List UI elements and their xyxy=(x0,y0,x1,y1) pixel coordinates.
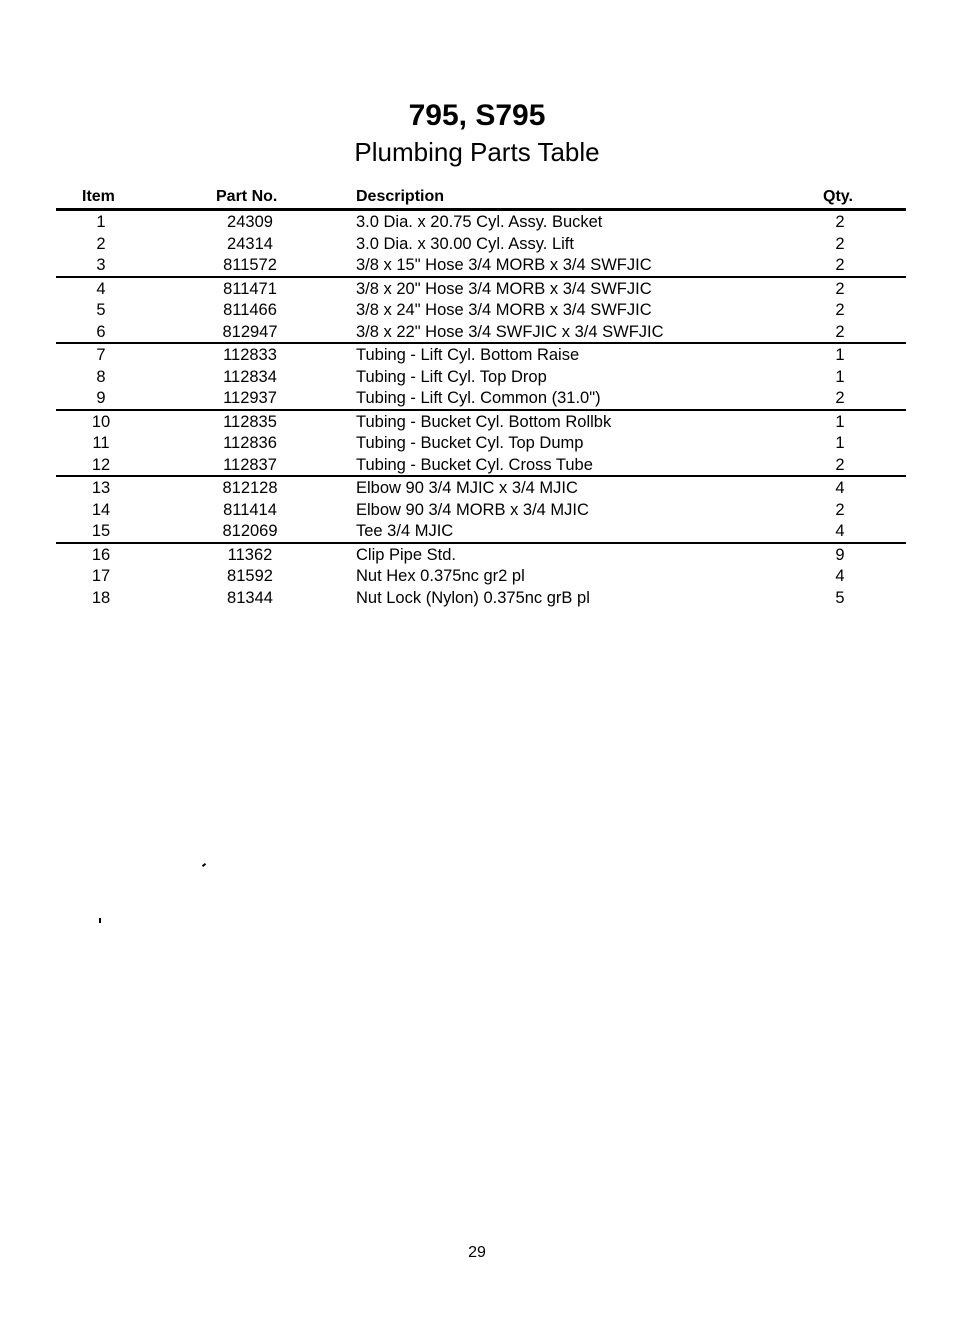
description-cell: 3/8 x 24" Hose 3/4 MORB x 3/4 SWFJIC xyxy=(356,301,652,319)
item-cell: 9 xyxy=(96,389,106,407)
table-row xyxy=(56,454,906,478)
description-cell: Tubing - Lift Cyl. Common (31.0") xyxy=(356,389,601,407)
table-row xyxy=(56,499,906,521)
part-no-cell: 811572 xyxy=(223,256,277,274)
table-row xyxy=(56,211,906,233)
header-item: Item xyxy=(82,188,115,205)
item-cell: 11 xyxy=(92,434,110,452)
table-row xyxy=(56,366,906,388)
part-no-cell: 811414 xyxy=(223,500,277,519)
description-cell: Nut Lock (Nylon) 0.375nc grB pl xyxy=(356,588,590,607)
table-row xyxy=(56,344,906,366)
item-cell: 8 xyxy=(96,367,106,386)
table-row xyxy=(56,321,906,345)
qty-cell: 2 xyxy=(835,234,845,253)
description-cell: 3.0 Dia. x 30.00 Cyl. Assy. Lift xyxy=(356,234,574,253)
table-row xyxy=(56,587,906,609)
part-no-cell: 112837 xyxy=(223,455,277,474)
item-cell: 14 xyxy=(91,500,111,519)
qty-cell: 1 xyxy=(835,346,845,364)
part-no-cell: 112835 xyxy=(223,412,277,431)
qty-cell: 2 xyxy=(835,455,845,474)
qty-cell: 5 xyxy=(835,588,845,607)
description-cell: Tubing - Bucket Cyl. Cross Tube xyxy=(356,455,593,474)
item-cell: 4 xyxy=(96,279,106,298)
part-no-cell: 81592 xyxy=(227,567,273,585)
qty-cell: 1 xyxy=(835,367,845,386)
table-row xyxy=(56,254,906,278)
table-row xyxy=(56,233,906,255)
description-cell: Elbow 90 3/4 MJIC x 3/4 MJIC xyxy=(356,479,578,497)
part-no-cell: 112834 xyxy=(223,367,277,386)
description-cell: Clip Pipe Std. xyxy=(356,545,456,564)
description-cell: 3/8 x 15" Hose 3/4 MORB x 3/4 SWFJIC xyxy=(356,256,652,274)
description-cell: Tubing - Lift Cyl. Bottom Raise xyxy=(356,346,580,364)
description-cell: Elbow 90 3/4 MORB x 3/4 MJIC xyxy=(356,500,589,519)
qty-cell: 2 xyxy=(835,256,845,274)
page-number: 29 xyxy=(468,1244,486,1261)
part-no-cell: 812069 xyxy=(222,522,278,540)
item-cell: 15 xyxy=(91,522,111,540)
table-row xyxy=(56,387,906,411)
qty-cell: 4 xyxy=(835,522,845,540)
qty-cell: 1 xyxy=(835,412,845,431)
description-cell: Tubing - Bucket Cyl. Top Dump xyxy=(356,434,584,452)
description-cell: Tee 3/4 MJIC xyxy=(356,522,454,540)
item-cell: 16 xyxy=(91,545,111,564)
qty-cell: 2 xyxy=(835,279,845,298)
table-row xyxy=(56,278,906,300)
table-row xyxy=(56,477,906,499)
item-cell: 2 xyxy=(96,234,106,253)
description-cell: Nut Hex 0.375nc gr2 pl xyxy=(356,567,525,585)
item-cell: 17 xyxy=(91,567,111,585)
parts-table xyxy=(56,184,906,608)
table-body xyxy=(56,211,906,608)
part-no-cell: 812128 xyxy=(222,479,278,497)
part-no-cell: 812947 xyxy=(222,322,278,341)
table-row xyxy=(56,520,906,544)
qty-cell: 1 xyxy=(835,434,845,452)
qty-cell: 2 xyxy=(835,500,845,519)
item-cell: 7 xyxy=(96,346,106,364)
item-cell: 3 xyxy=(96,256,106,274)
item-cell: 6 xyxy=(96,322,106,341)
table-row xyxy=(56,411,906,433)
qty-cell: 2 xyxy=(835,301,845,319)
header-part-no: Part No. xyxy=(216,188,278,205)
description-cell: Tubing - Lift Cyl. Top Drop xyxy=(356,367,547,386)
page-subtitle: Plumbing Parts Table xyxy=(354,137,600,167)
qty-cell: 9 xyxy=(835,545,845,564)
item-cell: 5 xyxy=(96,301,106,319)
description-cell: 3/8 x 22" Hose 3/4 SWFJIC x 3/4 SWFJIC xyxy=(356,322,664,341)
part-no-cell: 811466 xyxy=(223,301,277,319)
qty-cell: 2 xyxy=(835,322,845,341)
qty-cell: 2 xyxy=(835,213,845,231)
item-cell: 1 xyxy=(96,213,106,231)
description-cell: Tubing - Bucket Cyl. Bottom Rollbk xyxy=(356,412,612,431)
part-no-cell: 24314 xyxy=(227,234,273,253)
part-no-cell: 24309 xyxy=(227,213,273,231)
item-cell: 13 xyxy=(91,479,111,497)
page-title: 795, S795 xyxy=(408,99,546,132)
qty-cell: 2 xyxy=(835,389,845,407)
part-no-cell: 112833 xyxy=(223,346,277,364)
table-row xyxy=(56,544,906,566)
part-no-cell: 81344 xyxy=(227,588,273,607)
part-no-cell: 112937 xyxy=(223,389,277,407)
scan-speck xyxy=(202,863,206,867)
qty-cell: 4 xyxy=(835,567,845,585)
table-row xyxy=(56,432,906,454)
description-cell: 3/8 x 20" Hose 3/4 MORB x 3/4 SWFJIC xyxy=(356,279,652,298)
part-no-cell: 11362 xyxy=(227,545,273,564)
table-row xyxy=(56,299,906,321)
scan-speck xyxy=(99,918,101,923)
table-row xyxy=(56,565,906,587)
table-header xyxy=(56,184,906,211)
item-cell: 18 xyxy=(91,588,111,607)
header-description: Description xyxy=(356,188,445,205)
header-qty: Qty. xyxy=(823,188,853,205)
item-cell: 12 xyxy=(91,455,111,474)
qty-cell: 4 xyxy=(835,479,845,497)
item-cell: 10 xyxy=(91,412,111,431)
part-no-cell: 811471 xyxy=(223,279,277,298)
description-cell: 3.0 Dia. x 20.75 Cyl. Assy. Bucket xyxy=(356,213,603,231)
part-no-cell: 112836 xyxy=(223,434,277,452)
